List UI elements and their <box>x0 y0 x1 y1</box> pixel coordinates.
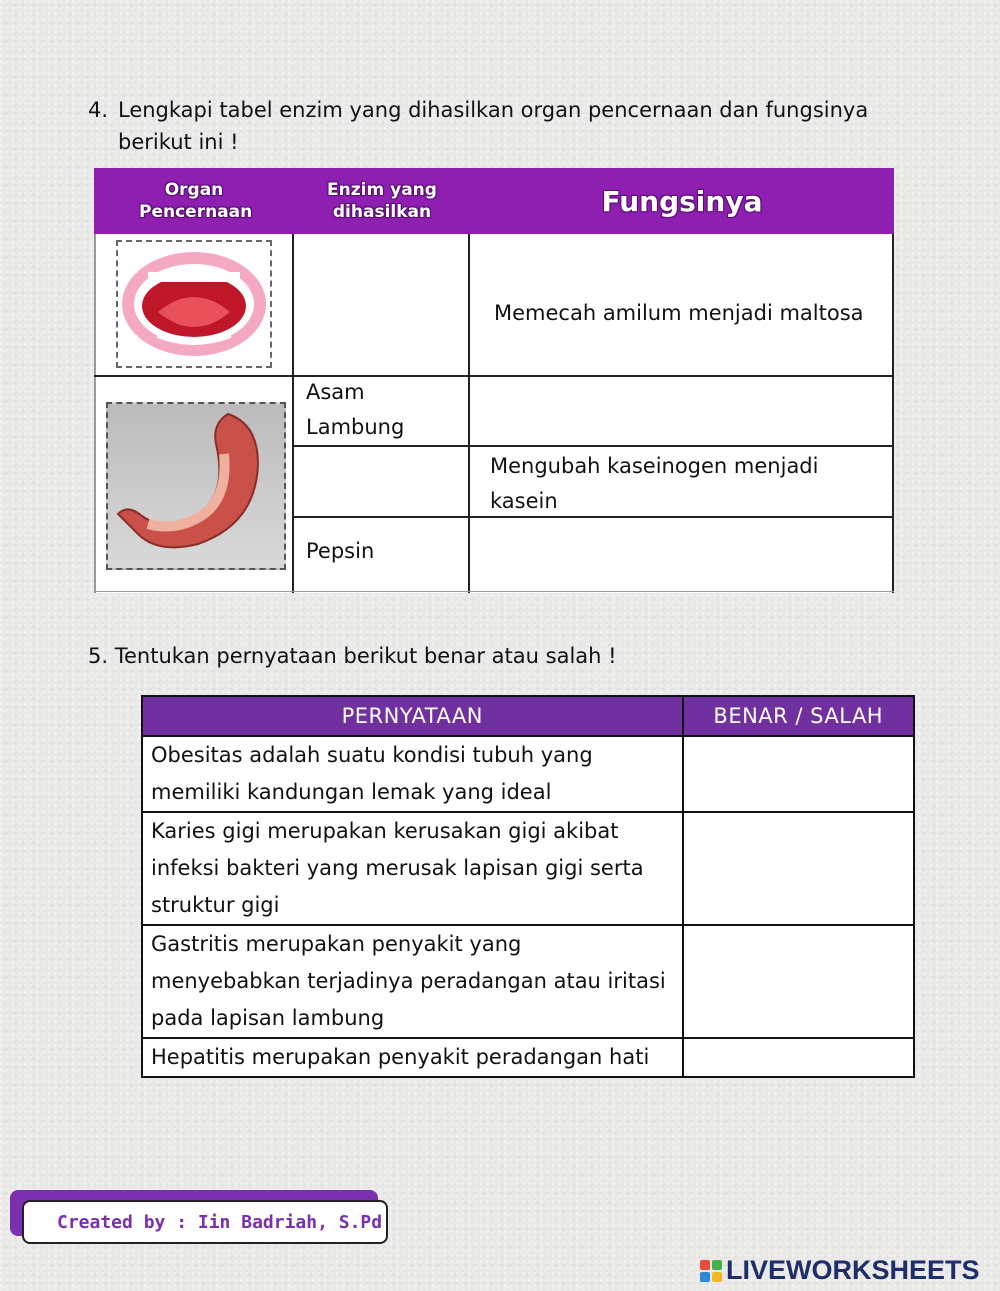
answer-cell[interactable] <box>683 812 914 925</box>
statement-cell: Gastritis merupakan penyakit yang menyebabkan terjadinya peradangan atau iritasi pada lapisan lambung <box>142 925 683 1038</box>
answer-cell[interactable] <box>683 736 914 812</box>
statement-cell: Karies gigi merupakan kerusakan gigi akibat infeksi bakteri yang merusak lapisan gigi serta struktur gigi <box>142 812 683 925</box>
header-answer: BENAR / SALAH <box>683 696 914 736</box>
table-row <box>142 1038 914 1077</box>
credit-text: Created by : Iin Badriah, S.Pd <box>57 1211 383 1233</box>
stomach-function-2: Mengubah kaseinogen menjadi kasein <box>490 454 819 513</box>
credit-box <box>22 1200 388 1244</box>
true-false-table <box>141 695 915 1078</box>
stomach-enzyme-1: Asam Lambung <box>306 380 405 439</box>
answer-stomach-enzyme-2[interactable] <box>294 447 468 516</box>
question-number: 5. <box>88 644 109 668</box>
mouth-image <box>116 240 272 368</box>
brand-icon <box>700 1260 722 1282</box>
mouth-icon <box>118 242 270 366</box>
question-4 <box>88 94 948 158</box>
answer-stomach-function-3[interactable] <box>470 518 892 590</box>
question-text: Tentukan pernyataan berikut benar atau salah ! <box>114 644 617 668</box>
answer-cell[interactable] <box>683 1038 914 1077</box>
statement-cell: Hepatitis merupakan penyakit peradangan hati <box>142 1038 683 1077</box>
stomach-image <box>106 402 286 570</box>
statement-cell: Obesitas adalah suatu kondisi tubuh yang memiliki kandungan lemak yang ideal <box>142 736 683 812</box>
answer-stomach-function-1[interactable] <box>470 377 892 445</box>
mouth-function: Memecah amilum menjadi maltosa <box>494 301 864 325</box>
table-row <box>142 736 914 812</box>
answer-mouth-enzyme[interactable] <box>294 236 468 375</box>
table-row <box>142 812 914 925</box>
enzyme-table <box>94 168 894 593</box>
header-enzim: Enzim yang dihasilkan <box>294 168 470 234</box>
table-row <box>142 925 914 1038</box>
stomach-enzyme-3: Pepsin <box>306 539 375 563</box>
brand-name: LIVEWORKSHEETS <box>726 1255 980 1285</box>
header-statement: PERNYATAAN <box>142 696 683 736</box>
header-organ: Organ Pencernaan <box>94 168 294 234</box>
question-text: Lengkapi tabel enzim yang dihasilkan organ pencernaan dan fungsinya berikut ini ! <box>118 98 869 154</box>
question-5 <box>88 640 617 672</box>
header-fungsi: Fungsinya <box>470 168 894 234</box>
question-number: 4. <box>88 98 109 122</box>
stomach-icon <box>108 404 284 568</box>
answer-cell[interactable] <box>683 925 914 1038</box>
liveworksheets-logo <box>700 1255 980 1286</box>
